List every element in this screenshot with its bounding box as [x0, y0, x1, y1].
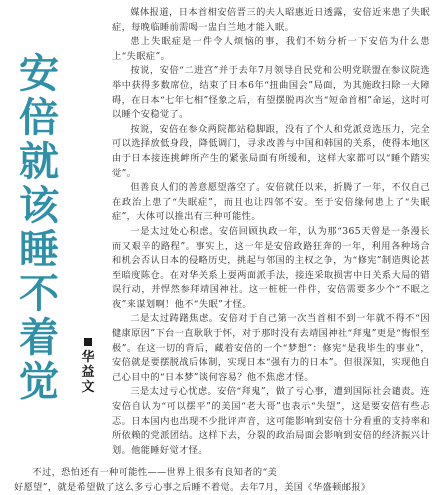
paragraph-line: 不过，恐怕还有一种可能性——世界上很多有良知者的“美	[32, 467, 278, 478]
headline-char: 着	[19, 315, 59, 361]
headline-char: 就	[19, 139, 59, 185]
article-continuation	[14, 466, 430, 495]
paragraph: 三是太过亏心忧虑。安倍“拜鬼”，做了亏心事，遭到国际社会谴责。连安倍自认为“可以摆平”的美国“老大哥”也表示“失望”，这是要安倍有些忐忑。日本国内也出现不少批评声音，这可能影响到安倍十分看重的支持率和所依赖的党派团结。这样下去，分裂的政治局面会影响到安倍的经济振兴计划。他能睡好觉才怪。	[112, 386, 430, 456]
paragraph: 患上失眠症是一件令人烦恼的事，我们不妨分析一下安倍为什么患上“失眠症”。	[112, 36, 430, 62]
bullet-square-icon	[84, 338, 92, 346]
paragraph: 一是太过处心积虑。安倍回顾执政一年，认为那“365天曾是一条漫长而又艰辛的路程”。事实上，这一年是安倍政路狂奔的一年，利用各种场合和机会否认日本的侵略历史，挑起与邻国的主权之争，为“修宪”制造舆论甚至暗度陈仓。在对华关系上耍两面派手法，接连采取损害中日关系大局的错误行动，并悍然参拜靖国神社。这一桩桩一件件，安倍需要多少个“不眠之夜”来谋划啊！他不“失眠”才怪。	[112, 225, 430, 310]
byline-char: 华	[81, 350, 95, 365]
paragraph: 媒体报道，日本首相安倍晋三的夫人昭惠近日透露，安倍近来患了失眠症，每晚临睡前需喝一盅白兰地才能入眠。	[112, 7, 430, 33]
paragraph: 按说，安倍“二进宫”并于去年7月领导自民党和公明党联盟在参议院选举中获得多数席位，结束了日本6年“扭曲国会”局面，为其施政扫除一大障碍，在日本“七年七相”怪象之后，有望摆脱再次当“短命首相”命运，这时可以睡个安稳觉了。	[112, 65, 430, 121]
headline-char: 不	[19, 271, 59, 317]
byline	[80, 338, 96, 395]
paragraph-line: 好愿望”，就是希望做了这么多亏心事之后睡不着觉。去年7月，美国《华盛顿邮报》	[14, 481, 371, 493]
headline-char: 睡	[19, 227, 59, 273]
paragraph: 但善良人们的善意愿望落空了。安倍就任以来，折腾了一年，不仅自己在政治上患了“失眠症”，而且也让四邻不安。至于安倍缘何患上了“失眠症”，大体可以推出有三种可能性。	[112, 182, 430, 223]
headline-char: 觉	[19, 359, 59, 405]
byline-char: 益	[81, 365, 95, 380]
headline-char: 该	[19, 183, 59, 229]
article-body	[112, 6, 430, 458]
headline-char: 倍	[19, 95, 59, 141]
headline-char: 安	[19, 51, 59, 97]
headline	[14, 52, 64, 404]
paragraph: 按说，安倍在参众两院都站稳脚跟，没有了个人和党派竞选压力，完全可以选择放低身段，降低调门，寻求改善与中国和韩国的关系，使得本地区由于日本接连挑衅所产生的紧张局面有所缓和，这样大家都可以“睡个踏实觉”。	[112, 123, 430, 179]
byline-char: 文	[81, 380, 95, 395]
paragraph: 二是太过踌躇焦虑。安倍对于自己第一次当首相不到一年就不得不“因健康原因”下台一直耿耿于怀，对于那时没有去靖国神社“拜鬼”更是“悔恨至极”。在这一切的背后，藏着安倍的一个“梦想”：修宪“是我毕生的事业”，安倍就是要摆脱战后体制，实现日本“强有力的日本”。但很深知，实现他自己心目中的“日本梦”谈何容易？他不焦虑才怪。	[112, 313, 430, 383]
